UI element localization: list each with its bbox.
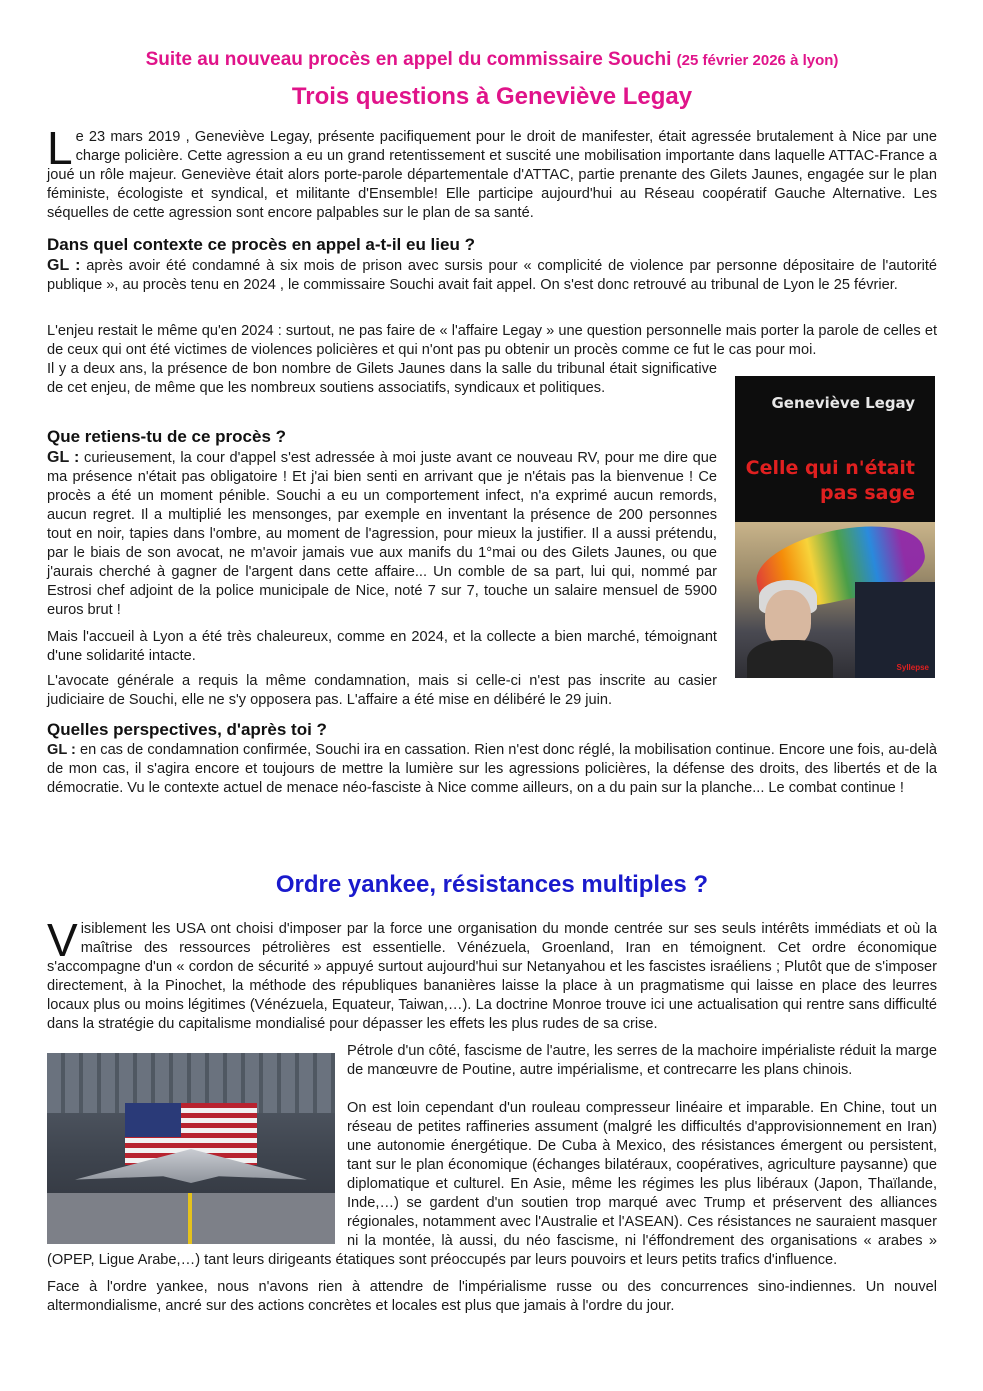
- photo-spacer: [47, 1042, 347, 1248]
- question-2: [47, 426, 717, 620]
- kicker-date: (25 février 2026 à lyon): [676, 52, 839, 69]
- answer-2-p2: [47, 628, 717, 666]
- book-title-line2: pas sage: [820, 482, 915, 504]
- answer-2-p3: [47, 672, 717, 710]
- intro-text: e 23 mars 2019 , Geneviève Legay, présente pacifiquement pour le droit de manifester, était agressée brutalement à Nice par une charge policière. Cette agression a eu un grand retentissement et suscité une mobilisation importante dans laquelle ATTAC-France a joué un rôle majeur. Geneviève était alors porte-parole départementale d'ATTAC, partie prenante des Gilets Jaunes, engagée sur le plan féministe, écologiste et syndical, et militante d'Ensemble! Elle participe aujourd'hui au Réseau coopératif Gauche Alternative. Les séquelles de cette agression sont encore palpables sur le plan de sa santé.: [47, 129, 937, 221]
- book-author: Geneviève Legay: [771, 394, 915, 412]
- book-title-line1: Celle qui n'était: [745, 457, 915, 479]
- article2-title: Ordre yankee, résistances multiples ?: [275, 871, 709, 898]
- article2-p2: Pétrole d'un côté, fascisme de l'autre, les serres de la machoire impérialiste réduit la marge de manœuvre de Poutine, autre impérialisme, et contrecarre les plans chinois.: [347, 1043, 937, 1078]
- drop-cap: V: [47, 914, 78, 966]
- article1-intro: [47, 122, 937, 223]
- article2-p4: Face à l'ordre yankee, nous n'avons rien à attendre de l'impérialisme russe ou des concurrences sino-indiennes. Un nouvel altermondialisme, ancré sur des actions concrètes et locales est plus que jamais à l'ordre du jour.: [47, 1279, 937, 1314]
- answer-1-p1: après avoir été condamné à six mois de prison avec sursis pour « complicité de violence par personne dépositaire de l'autorité publique », au procès tenu en 2024 , le commissaire Souchi avait fait appel. On s'est donc retrouvé au tribunal de Lyon le 25 février.: [47, 258, 937, 293]
- answer-1-p2-text: L'enjeu restait le même qu'en 2024 : surtout, ne pas faire de « l'affaire Legay » une question personnelle mais porter la parole de celles et de ceux qui ont été victimes de violences policières et qui n'ont pas pu obtenir un procès comme ce fut le cas pour moi.: [47, 323, 937, 358]
- protester-body: [747, 640, 833, 678]
- answer-2-p3-text: L'avocate générale a requis la même condamnation, mais si celle-ci n'est pas inscrite au casier judiciaire de Souchi, elle ne s'y opposera pas. L'affaire a été mise en délibéré le 29 juin.: [47, 673, 717, 708]
- article1-title: Trois questions à Geneviève Legay: [291, 83, 693, 110]
- article2-body: [47, 1042, 937, 1316]
- kicker-text: Suite au nouveau procès en appel du commissaire Souchi: [145, 49, 672, 70]
- article1-kicker: [47, 48, 937, 73]
- question-3: [47, 719, 937, 798]
- drop-cap: L: [47, 122, 73, 174]
- answer-3: en cas de condamnation confirmée, Souchi ira en cassation. Rien n'est donc réglé, la mobilisation continue. Encore une fois, au-delà de mon cas, il s'agira encore et toujours de mettre la lumière sur les agressions policières, la défense des droits, des libertés et de la démocratie. Vu le contexte actuel de menace néo-fasciste à Nice comme ailleurs, on a du pain sur la planche... Le combat continue !: [47, 742, 938, 796]
- article2-p3: On est loin cependant d'un rouleau compresseur linéaire et imparable. En Chine, tout un réseau de petites raffineries assument (malgré les difficultés d'approvisionnement en Iran) une autonomie énergétique. De Cuba à Mexico, des résistances émergent ou persistent, tant sur le plan économique (échanges bilatéraux, coopératives, agriculture paysanne) que diplomatique et culturel. En Asie, même les régimes les plus libéraux (Japon, Thaïlande, Inde,…) se gardent d'un soutien trop marqué avec Trump et préservent des alliances régionales, notamment avec l'Australie et l'ASEAN). Ces résistances ne sauraient masquer ni la montée, là aussi, du néo fascisme, ni l'éffondrement des organisations « arabes » (OPEP, Ligue Arabe,…) tant leurs dirigeants étatiques sont préoccupés par leurs pouvoirs et leurs petits trafics d'influence.: [47, 1100, 937, 1268]
- book-title: [735, 456, 915, 506]
- answer-1-p3: [47, 360, 717, 398]
- book-publisher: Syllepse: [896, 663, 929, 672]
- question-1-text: Dans quel contexte ce procès en appel a-t-il eu lieu ?: [47, 235, 475, 254]
- gl-label: GL :: [47, 742, 76, 758]
- article2-intro: [47, 914, 937, 1034]
- answer-1-p3-text: Il y a deux ans, la présence de bon nombre de Gilets Jaunes dans la salle du tribunal était significative de cet enjeu, de même que les nombreux soutiens associatifs, syndicaux et politiques.: [47, 361, 717, 396]
- gl-label: GL :: [47, 257, 81, 274]
- answer-1-p2: [47, 322, 937, 360]
- question-2-text: Que retiens-tu de ce procès ?: [47, 427, 287, 446]
- answer-2-p2-text: Mais l'accueil à Lyon a été très chaleureux, comme en 2024, et la collecte a bien marché, témoignant d'une solidarité intacte.: [47, 629, 717, 664]
- gl-label: GL :: [47, 449, 80, 466]
- article2-intro-text: isiblement les USA ont choisi d'imposer par la force une organisation du monde centrée sur ses seuls intérêts immédiats et où la maîtrise des ressources pétrolières est essentielle. Vénézuela, Groenland, Iran en témoignent. Cet ordre économique s'accompagne d'un « cordon de sécurité » appuyé surtout aujourd'hui sur Netanyahou et les fascistes israéliens ; Plutôt que de s'imposer directement, à la Pinochet, la méthode des républiques bananières laisse la place à un pragmatisme qui laisse en place des leurres locaux plus ou moins légitimes (Vénézuela, Equateur, Taiwan,…). La doctrine Monroe trouve ici une actualisation qui rentre sans difficulté dans la stratégie du capitalisme mondialisé pour dépasser les effets les plus rudes de sa crise.: [47, 921, 937, 1032]
- protester-face: [765, 590, 811, 646]
- answer-2-p1: curieusement, la cour d'appel s'est adressée à moi juste avant ce nouveau RV, pour me dire que ma présence n'était pas obligatoire ! Et j'ai bien senti en arrivant que je n'étais pas la bienvenue ! Ce procès a été un moment pénible. Souchi a eu un comportement infect, n'a exprimé aucun remords, aucun regret. Il a multiplié les mensonges, par exemple en inventant la présence de 200 personnes tout en noir, tapies dans l'ombre, au moment de l'agression, pour mieux la justifier. Il a aussi prétendu, par le biais de son avocat, ne m'avoir jamais vue aux manifs du 1°mai ou des Gilets Jaunes, ou que j'aurais cherché à gagner de l'argent dans cette affaire... Un comble de sa part, lui qui, nommé par Estrosi chef adjoint de la police municipale de Nice, noté 7 sur 7, touche un salaire mensuel de 5900 euros brut !: [47, 450, 718, 618]
- book-cover: [735, 376, 935, 678]
- book-cover-photo: [735, 522, 935, 678]
- question-1: [47, 234, 937, 295]
- question-3-text: Quelles perspectives, d'après toi ?: [47, 720, 327, 739]
